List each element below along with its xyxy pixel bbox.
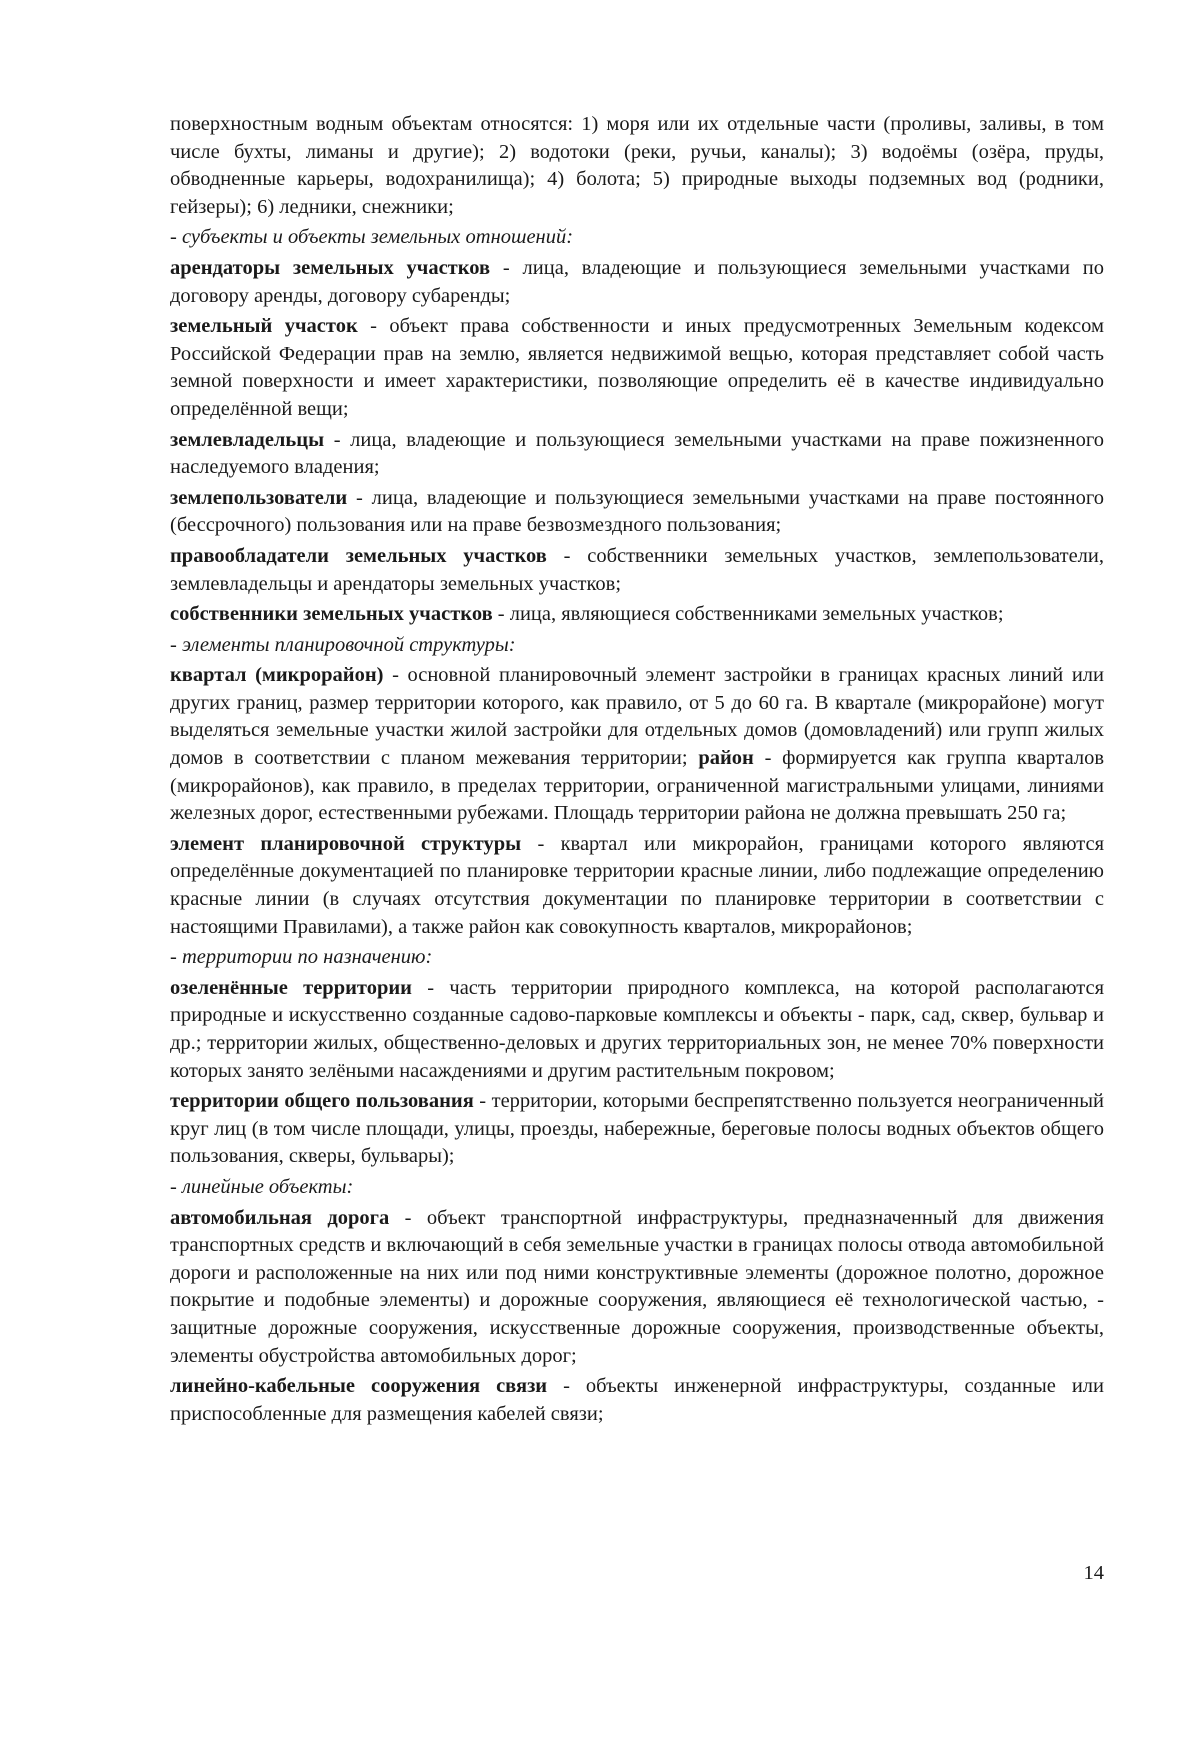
term: элемент планировочной структуры <box>170 832 522 855</box>
definition-text: - территории, которыми беспрепятственно пользуется неограниченный круг лиц (в том числе площади, улицы, проезды, набережные, береговые полосы водных объектов общего пользования, скверы, бульвары); <box>170 1090 1104 1168</box>
definition-land-plot <box>170 313 1104 423</box>
definition-text: - лица, владеющие и пользующиеся земельными участками на праве пожизненного наследуемого владения; <box>170 428 1104 479</box>
section-heading-territories: - территории по назначению: <box>170 946 433 969</box>
paragraph-water-objects: поверхностным водным объектам относятся: 1) моря или их отдельные части (проливы, заливы, в том числе бухты, лиманы и другие); 2) водотоки (реки, ручьи, каналы); 3) водоёмы (озёра, пруды, обводненные карьеры, водохранилища); 4) болота; 5) природные выходы подземных вод (родники, гейзеры); 6) ледники, снежники; <box>170 113 1104 218</box>
definition-text: - формируется как группа кварталов (микрорайонов), как правило, в пределах территории, ограниченной магистральными улицами, линиями железных дорог, естественными рубежами. Площадь территории района не должна превышать 250 га; <box>170 747 1105 825</box>
definition-quarter <box>170 662 1104 828</box>
definition-right-holders <box>170 543 1104 598</box>
term: территории общего пользования <box>170 1090 474 1113</box>
definition-green-territories <box>170 975 1104 1085</box>
term: земельный участок <box>170 315 358 338</box>
definition-text: - лица, являющиеся собственниками земельных участков; <box>492 603 1004 626</box>
page-number: 14 <box>1083 1562 1104 1584</box>
term: землевладельцы <box>170 428 325 451</box>
definition-text: - часть территории природного комплекса, на которой располагаются природные и искусственно созданные садово-парковые комплексы и объекты - парк, сад, сквер, бульвар и др.; территории жилых, общественно-деловых и других территориальных зон, не менее 70% поверхности которых занято зелёными насаждениями и другим растительным покровом; <box>170 976 1104 1082</box>
definition-cable-structures <box>170 1373 1104 1428</box>
document-body <box>170 111 1104 1431</box>
definition-text: - собственники земельных участков, землепользователи, землевладельцы и арендаторы земельных участков; <box>170 544 1104 595</box>
definition-text: - объект права собственности и иных предусмотренных Земельным кодексом Российской Федерации прав на землю, является недвижимой вещью, которая представляет собой часть земной поверхности и имеет характеристики, позволяющие определить её в качестве индивидуально определённой вещи; <box>170 315 1104 420</box>
term: собственники земельных участков <box>170 603 493 626</box>
section-heading-land-relations: - субъекты и объекты земельных отношений: <box>170 226 574 249</box>
term: район <box>698 747 754 770</box>
definition-text: - объекты инженерной инфраструктуры, созданные или приспособленные для размещения кабелей связи; <box>170 1375 1105 1425</box>
term: арендаторы земельных участков <box>170 256 491 279</box>
section-heading-linear-objects: - линейные объекты: <box>170 1175 354 1198</box>
term: землепользователи <box>170 486 348 509</box>
definition-text: - лица, владеющие и пользующиеся земельными участками по договору аренды, договору субаренды; <box>170 256 1104 307</box>
term: правообладатели земельных участков <box>170 544 547 567</box>
definition-planning-element <box>170 831 1104 941</box>
definition-owners <box>170 601 1104 629</box>
definition-text: - квартал или микрорайон, границами которого являются определённые документацией по планировке территории красные линии, либо подлежащие определению красные линии (в случаях отсутствия документации по планировке территории в соответствии с настоящими Правилами), а также район как совокупность кварталов, микрорайонов; <box>170 832 1104 938</box>
term: квартал (микрорайон) <box>170 664 384 687</box>
term: автомобильная дорога <box>170 1206 390 1229</box>
section-heading-planning-structure: - элементы планировочной структуры: <box>170 633 516 656</box>
definition-landowners <box>170 427 1104 482</box>
term: озеленённые территории <box>170 976 412 999</box>
definition-land-users <box>170 485 1104 540</box>
definition-road <box>170 1205 1104 1371</box>
term: линейно-кабельные сооружения связи <box>170 1375 548 1398</box>
definition-tenants <box>170 255 1104 310</box>
definition-public-territories <box>170 1088 1104 1171</box>
definition-text: - объект транспортной инфраструктуры, предназначенный для движения транспортных средств и включающий в себя земельные участки в границах полосы отвода автомобильной дороги и расположенные на них или под ними конструктивные элементы (дорожное полотно, дорожное покрытие и подобные элементы) и дорожные сооружения, являющиеся её технологической частью, - защитные дорожные сооружения, искусственные дорожные сооружения, производственные объекты, элементы обустройства автомобильных дорог; <box>170 1206 1104 1367</box>
definition-text: - лица, владеющие и пользующиеся земельными участками на праве постоянного (бессрочного) пользования или на праве безвозмездного пользования; <box>170 486 1104 537</box>
definition-text: - основной планировочный элемент застройки в границах красных линий или других границ, размер территории которого, как правило, от 5 до 60 га. В квартале (микрорайоне) могут выделяться земельные участки жилой застройки для отдельных домов (домовладений) или групп жилых домов в соответствии с планом межевания территории; <box>170 664 1104 770</box>
